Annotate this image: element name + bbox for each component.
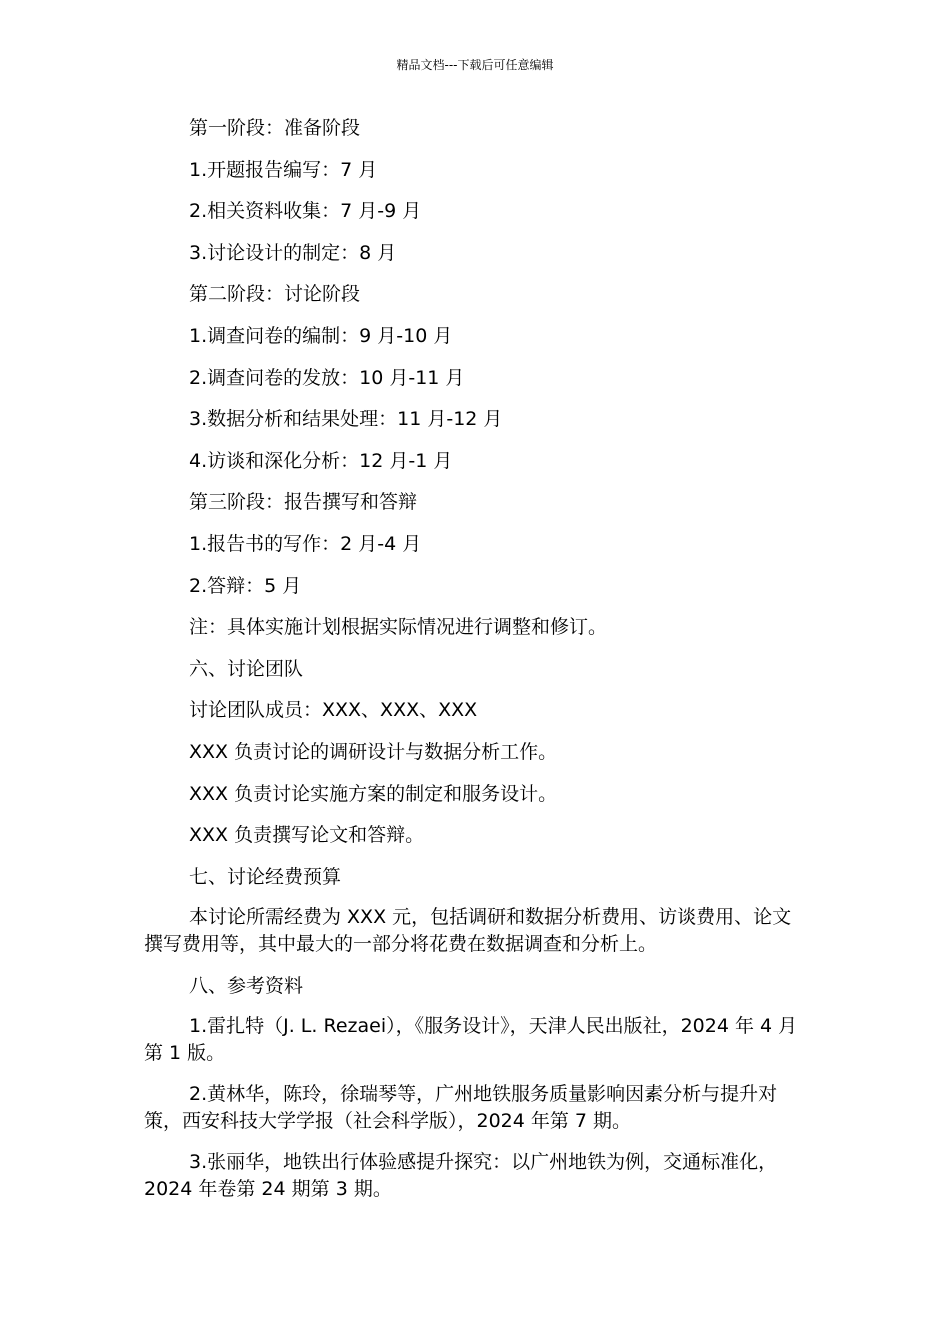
team-duty: XXX 负责讨论的调研设计与数据分析工作。 xyxy=(189,740,558,763)
list-item: 4.访谈和深化分析：12 月-1 月 xyxy=(189,449,453,472)
reference-item: 2.黄林华，陈玲，徐瑞琴等，广州地铁服务质量影响因素分析与提升对策，西安科技大学学报（社会科学版），2024 年第 7 期。 xyxy=(144,1083,778,1133)
stage-three-heading: 第三阶段：报告撰写和答辩 xyxy=(189,491,418,514)
list-item: 3.数据分析和结果处理：11 月-12 月 xyxy=(189,408,503,431)
stage-two-heading: 第二阶段：讨论阶段 xyxy=(189,283,361,306)
reference-item: 3.张丽华，地铁出行体验感提升探究：以广州地铁为例，交通标准化，2024 年卷第 24 期第 3 期。 xyxy=(144,1150,778,1200)
stage-one-heading: 第一阶段：准备阶段 xyxy=(189,117,361,139)
team-members: 讨论团队成员：XXX、XXX、XXX xyxy=(189,699,478,722)
list-item: 1.报告书的写作：2 月-4 月 xyxy=(189,532,422,555)
reference-item: 1.雷扎特（J. L. Rezaei），《服务设计》，天津人民出版社，2024 年 4 月第 1 版。 xyxy=(144,1015,798,1065)
section-heading-references: 八、参考资料 xyxy=(189,974,304,997)
team-duty: XXX 负责撰写论文和答辩。 xyxy=(189,824,425,847)
page-header: 精品文档---下载后可任意编辑 xyxy=(396,58,554,72)
document-body xyxy=(144,114,804,1216)
list-item: 2.答辩：5 月 xyxy=(189,574,302,597)
team-duty: XXX 负责讨论实施方案的制定和服务设计。 xyxy=(189,782,558,805)
budget-paragraph: 本讨论所需经费为 XXX 元，包括调研和数据分析费用、访谈费用、论文撰写费用等，其中最大的一部分将花费在数据调查和分析上。 xyxy=(144,906,792,956)
list-item: 2.调查问卷的发放：10 月-11 月 xyxy=(189,366,465,389)
note-text: 注：具体实施计划根据实际情况进行调整和修订。 xyxy=(189,616,608,639)
list-item: 1.调查问卷的编制：9 月-10 月 xyxy=(189,324,453,347)
list-item: 2.相关资料收集：7 月-9 月 xyxy=(189,200,422,223)
section-heading-team: 六、讨论团队 xyxy=(189,657,304,680)
section-heading-budget: 七、讨论经费预算 xyxy=(189,865,342,888)
list-item: 1.开题报告编写：7 月 xyxy=(189,158,378,181)
list-item: 3.讨论设计的制定：8 月 xyxy=(189,241,397,264)
